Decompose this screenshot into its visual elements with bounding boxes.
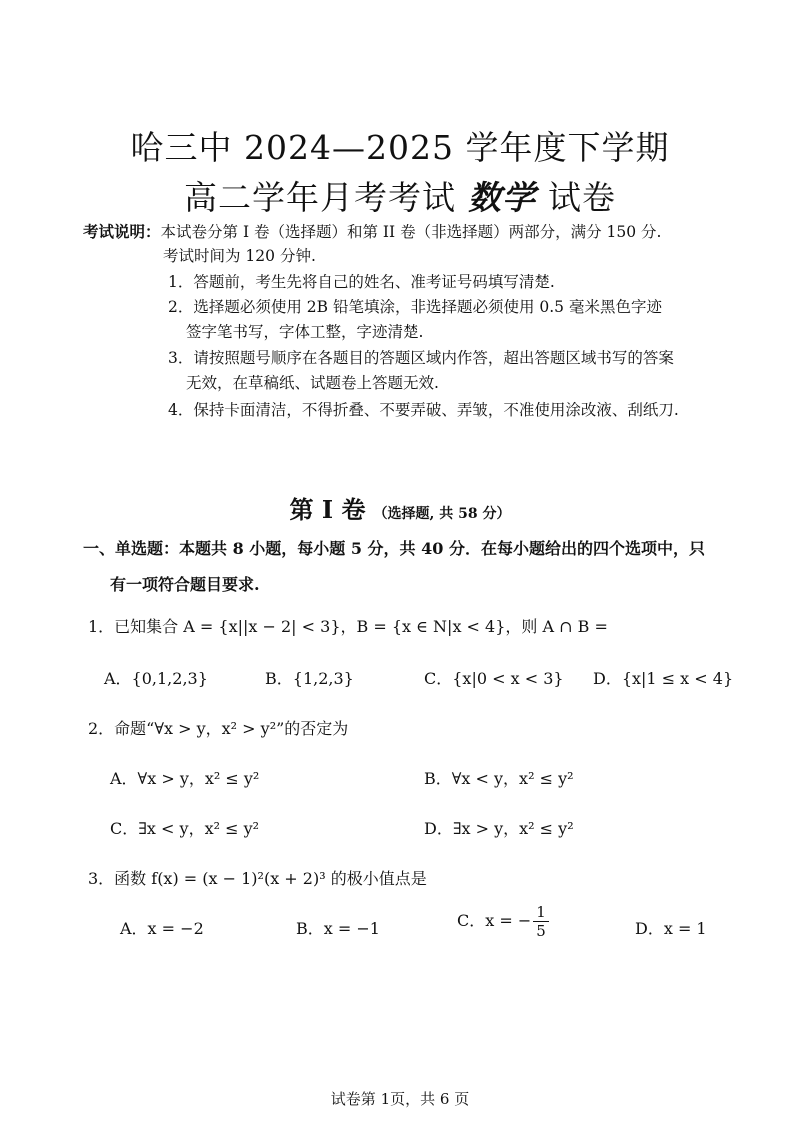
- page-footer: 试卷第 1页，共 6 页: [330, 1090, 470, 1108]
- question-1-option-d: D．{x|1 ≤ x < 4}: [593, 669, 734, 688]
- question-3-option-c-text: C．x = −: [457, 911, 532, 930]
- fraction-denominator: 5: [536, 922, 546, 940]
- instructions-item-4: 4．保持卡面清洁，不得折叠、不要弄破、弄皱，不准使用涂改液、刮纸刀.: [168, 401, 679, 419]
- instructions-item-3a: 3．请按照题号顺序在各题目的答题区域内作答，超出答题区域书写的答案: [168, 349, 674, 367]
- question-1-option-a: A．{0,1,2,3}: [104, 669, 208, 688]
- question-3-option-a: A．x = −2: [120, 919, 204, 938]
- part1-heading-line2: 有一项符合题目要求.: [110, 575, 260, 594]
- question-3-option-b: B．x = −1: [296, 919, 380, 938]
- exam-title-subject: 数学: [468, 178, 536, 217]
- instructions-line1: [83, 219, 661, 245]
- instructions-item-2a: 2．选择题必须使用 2B 铅笔填涂，非选择题必须使用 0.5 毫米黑色字迹: [168, 298, 662, 316]
- instructions-label: 考试说明：: [83, 222, 161, 241]
- instructions-text: 本试卷分第 I 卷（选择题）和第 II 卷（非选择题）两部分，满分 150 分.: [160, 223, 662, 241]
- question-3-option-c-fraction: [533, 903, 549, 940]
- exam-title-grade: 高二学年月考考试: [184, 178, 456, 217]
- fraction-numerator: 1: [533, 903, 549, 922]
- question-2-option-b: B．∀x < y，x² ≤ y²: [424, 769, 574, 788]
- exam-title-line1: 哈三中 2024—2025 学年度下学期: [130, 128, 670, 167]
- question-1-option-b: B．{1,2,3}: [265, 669, 354, 688]
- question-1-option-c: C．{x|0 < x < 3}: [424, 669, 564, 688]
- instructions-item-2b: 签字笔书写，字体工整，字迹清楚.: [186, 323, 424, 341]
- question-3-stem: 3．函数 f(x) = (x − 1)²(x + 2)³ 的极小值点是: [88, 869, 427, 888]
- question-3-option-c: [457, 902, 549, 940]
- question-2-stem: 2．命题“∀x > y，x² > y²”的否定为: [88, 719, 349, 738]
- part1-heading-line1: 一、单选题：本题共 8 小题，每小题 5 分，共 40 分．在每小题给出的四个选项中，只: [83, 539, 705, 558]
- section-title: [0, 490, 800, 525]
- question-2-option-c: C．∃x < y，x² ≤ y²: [110, 819, 260, 838]
- section-subtitle: （选择题, 共 58 分）: [373, 506, 511, 522]
- question-3-option-d: D．x = 1: [635, 919, 707, 938]
- instructions-line2: 考试时间为 120 分钟.: [163, 247, 316, 265]
- instructions-item-3b: 无效，在草稿纸、试题卷上答题无效.: [186, 374, 439, 392]
- question-1-stem: 1．已知集合 A = {x||x − 2| < 3}，B = {x ∈ N|x < 4}，则 A ∩ B =: [88, 617, 608, 636]
- exam-title-suffix: 试卷: [548, 178, 616, 217]
- section-title-main: 第 I 卷: [289, 495, 366, 524]
- question-2-option-a: A．∀x > y，x² ≤ y²: [110, 769, 260, 788]
- question-2-option-d: D．∃x > y，x² ≤ y²: [424, 819, 574, 838]
- exam-title-line2: [0, 172, 800, 219]
- instructions-item-1: 1．答题前，考生先将自己的姓名、准考证号码填写清楚.: [168, 273, 555, 291]
